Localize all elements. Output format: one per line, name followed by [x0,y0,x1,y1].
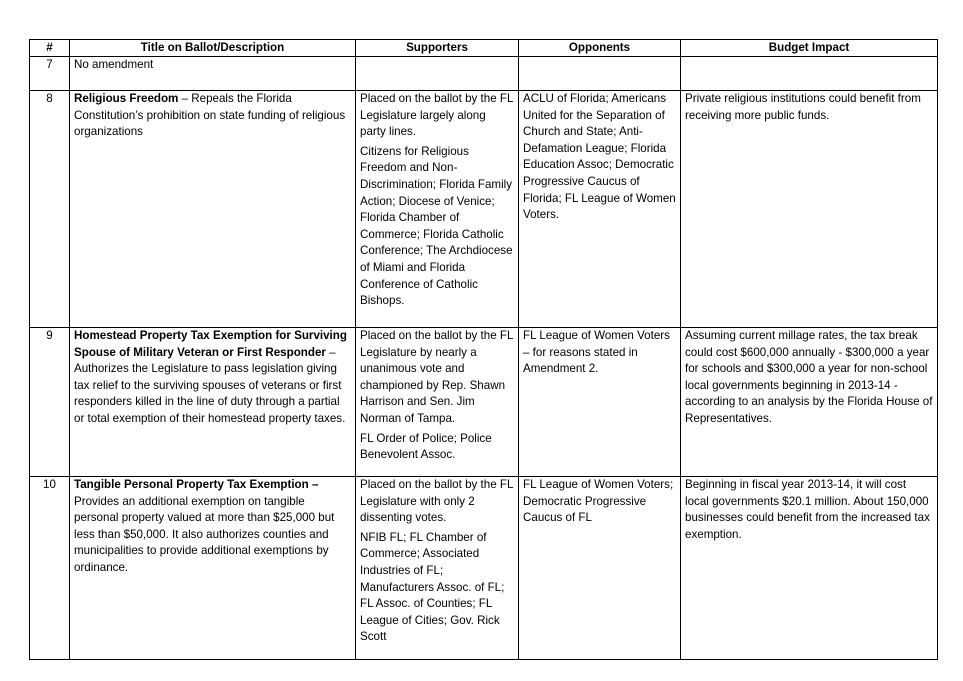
amendment-description [70,91,356,328]
amendment-description [70,477,356,660]
header-supporters: Supporters [356,40,519,57]
table-row [30,91,938,328]
supporters-paragraph: NFIB FL; FL Chamber of Commerce; Associated Industries of FL; Manufacturers Assoc. of FL; FL Assoc. of Counties; FL League of Cities; Gov. Rick Scott [360,530,505,644]
header-row [30,40,938,57]
description-text: – Repeals the Florida Constitution’s prohibition on state funding of religious organizations [74,92,346,139]
description-text: Provides an additional exemption on tangible personal property valued at more than $25,000 but less than $50,000. It also authorizes counties and municipalities to provide additional exemptions by ordinance. [74,494,335,574]
amendment-description [70,57,356,91]
amendment-number: 7 [30,57,70,91]
header-opponents: Opponents [519,40,681,57]
opponents-cell: FL League of Women Voters; Democratic Progressive Caucus of FL [519,477,681,660]
amendments-table [29,39,938,660]
supporters-paragraph: Citizens for Religious Freedom and Non-Discrimination; Florida Family Action; Diocese of Venice; Florida Chamber of Commerce; Florida Catholic Conference; The Archdiocese of Miami and Florida Conference of Catholic Bishops. [360,144,513,308]
opponents-cell: FL League of Women Voters – for reasons stated in Amendment 2. [519,328,681,477]
opponents-cell [519,57,681,91]
description-text: No amendment [74,58,154,71]
budget-impact-cell: Assuming current millage rates, the tax break could cost $600,000 annually - $300,000 a year for schools and $300,000 a year for non-school local governments beginning in 2013-14 - according to an analysis by the Florida House of Representatives. [681,328,938,477]
budget-impact-cell: Private religious institutions could benefit from receiving more public funds. [681,91,938,328]
supporters-paragraph: Placed on the ballot by the FL Legislature largely along party lines. [360,92,513,139]
supporters-cell [356,477,519,660]
supporters-cell [356,328,519,477]
budget-impact-cell: Beginning in fiscal year 2013-14, it will cost local governments $20.1 million. About 150,000 businesses could benefit from the increased tax exemption. [681,477,938,660]
supporters-paragraph: FL Order of Police; Police Benevolent Assoc. [360,431,492,462]
supporters-cell [356,57,519,91]
amendment-number: 10 [30,477,70,660]
opponents-cell: ACLU of Florida; Americans United for the Separation of Church and State; Anti-Defamation League; Florida Education Assoc; Democratic Progressive Caucus of Florida; FL League of Women Voters. [519,91,681,328]
header-title: Title on Ballot/Description [70,40,356,57]
description-text: – Authorizes the Legislature to pass legislation giving tax relief to the surviving spouses of veterans or first responders killed in the line of duty through a partial or total exemption of their homestead property taxes. [74,345,346,425]
table-row [30,57,938,91]
table-row [30,328,938,477]
header-number: # [30,40,70,57]
supporters-paragraph: Placed on the ballot by the FL Legislature by nearly a unanimous vote and championed by Rep. Shawn Harrison and Sen. Jim Norman of Tampa. [360,329,513,425]
amendment-description [70,328,356,477]
amendment-number: 8 [30,91,70,328]
amendment-title: Religious Freedom [74,92,179,105]
supporters-cell [356,91,519,328]
supporters-paragraph: Placed on the ballot by the FL Legislature with only 2 dissenting votes. [360,478,513,525]
budget-impact-cell [681,57,938,91]
amendment-number: 9 [30,328,70,477]
header-budget-impact: Budget Impact [681,40,938,57]
amendment-title: Homestead Property Tax Exemption for Surviving Spouse of Military Veteran or First Responder [74,329,347,359]
amendment-title: Tangible Personal Property Tax Exemption – [74,478,319,491]
table-row [30,477,938,660]
